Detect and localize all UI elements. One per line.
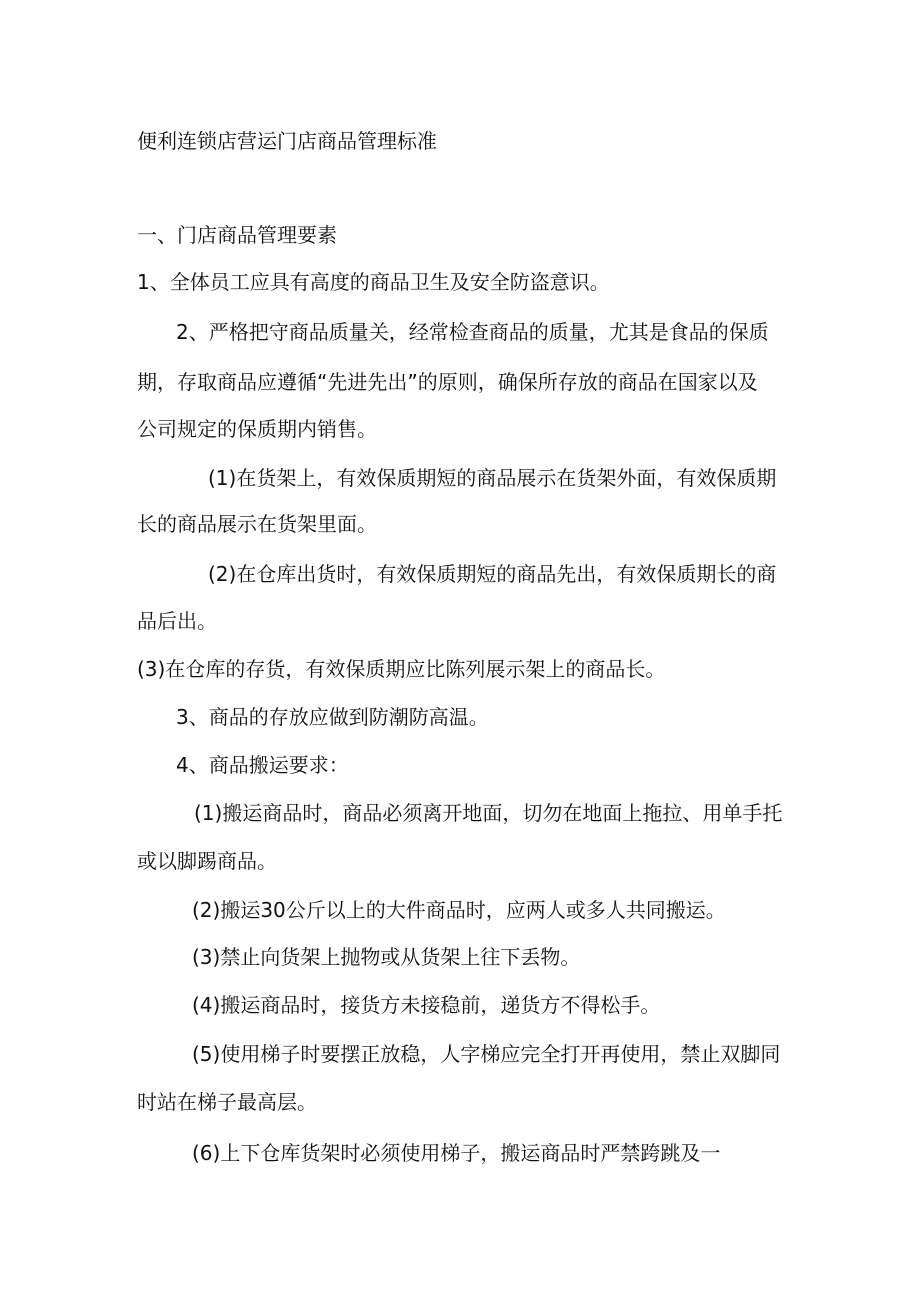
item-4-sub-1-line-2: 或以脚踢商品。 (137, 849, 277, 873)
item-4-sub-2: (2)搬运30公斤以上的大件商品时，应两人或多人共同搬运。 (192, 898, 726, 922)
item-2-sub-2-line-2: 品后出。 (137, 609, 217, 633)
section-heading: 一、门店商品管理要素 (137, 223, 337, 247)
item-2-sub-3: (3)在仓库的存货，有效保质期应比陈列展示架上的商品长。 (137, 657, 666, 681)
item-4-sub-5-line-2: 时站在梯子最高层。 (137, 1090, 317, 1114)
item-2-sub-1-line-1: (1)在货架上，有效保质期短的商品展示在货架外面，有效保质期 (208, 466, 777, 490)
item-2-line-3: 公司规定的保质期内销售。 (137, 417, 377, 441)
item-4-sub-1-line-1: (1)搬运商品时，商品必须离开地面，切勿在地面上拖拉、用单手托 (194, 801, 783, 825)
item-4-sub-4: (4)搬运商品时，接货方未接稳前，递货方不得松手。 (192, 993, 661, 1017)
item-2-line-2: 期，存取商品应遵循“先进先出”的原则，确保所存放的商品在国家以及 (137, 370, 758, 394)
item-2-sub-1-line-2: 长的商品展示在货架里面。 (137, 512, 377, 536)
item-3: 3、商品的存放应做到防潮防高温。 (176, 705, 489, 729)
item-2-line-1: 2、严格把守商品质量关，经常检查商品的质量，尤其是食品的保质 (176, 320, 769, 344)
item-4-sub-3: (3)禁止向货架上抛物或从货架上往下丢物。 (192, 945, 581, 969)
document-title: 便利连锁店营运门店商品管理标准 (137, 129, 437, 153)
item-4-sub-6: (6)上下仓库货架时必须使用梯子，搬运商品时严禁跨跳及一 (192, 1141, 721, 1165)
item-2-sub-2-line-1: (2)在仓库出货时，有效保质期短的商品先出，有效保质期长的商 (208, 562, 777, 586)
item-4: 4、商品搬运要求： (176, 753, 349, 777)
item-4-sub-5-line-1: (5)使用梯子时要摆正放稳，人字梯应完全打开再使用，禁止双脚同 (192, 1042, 781, 1066)
item-1: 1、全体员工应具有高度的商品卫生及安全防盗意识。 (137, 270, 610, 294)
